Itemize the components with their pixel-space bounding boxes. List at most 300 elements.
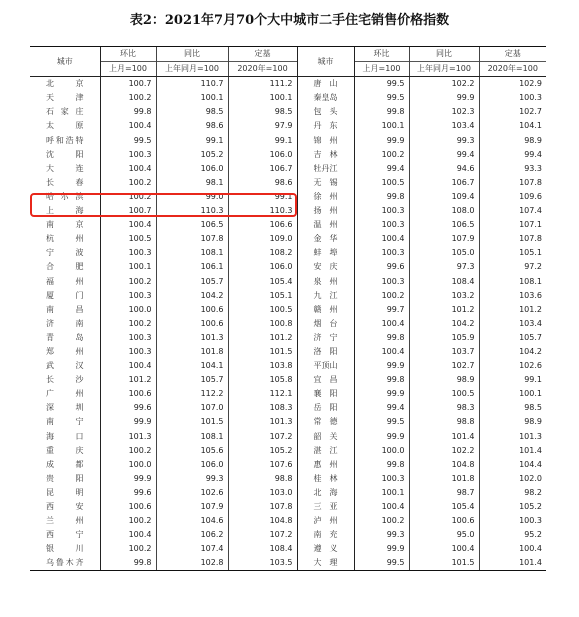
yoy-left-cell: 105.6: [156, 444, 228, 458]
base-right-cell: 107.8: [479, 232, 546, 246]
mom-left-cell: 99.5: [100, 134, 156, 148]
yoy-right-cell: 108.4: [409, 275, 479, 289]
yoy-left-cell: 98.6: [156, 119, 228, 133]
city-right-cell: 南充: [297, 528, 354, 542]
yoy-left-cell: 107.9: [156, 500, 228, 514]
base-left-cell: 99.1: [228, 134, 297, 148]
yoy-right-cell: 107.9: [409, 232, 479, 246]
mom-left-cell: 100.4: [100, 528, 156, 542]
table-row: [30, 472, 546, 486]
city-left-cell: 广州: [46, 389, 84, 399]
table-row: [30, 430, 546, 444]
table-row: [30, 148, 546, 162]
yoy-left-cell: 100.6: [156, 317, 228, 331]
table-row: [30, 289, 546, 303]
table-row: [30, 556, 546, 571]
yoy-right-cell: 95.0: [409, 528, 479, 542]
city-right-cell: 三亚: [297, 500, 354, 514]
table-title: 表2：2021年7月70个大中城市二手住宅销售价格指数: [129, 13, 450, 28]
city-right-cell: 洛阳: [297, 345, 354, 359]
city-left-cell: 呼和浩特: [46, 135, 84, 145]
header-base-sub-2: 2020年=100: [479, 62, 546, 77]
base-left-cell: 106.6: [228, 218, 297, 232]
city-right-cell: 惠州: [297, 458, 354, 472]
yoy-left-cell: 107.4: [156, 542, 228, 556]
mom-right-cell: 99.4: [354, 162, 409, 176]
base-left-cell: 104.8: [228, 514, 297, 528]
city-left-cell: 深圳: [46, 403, 84, 413]
city-left-cell: 贵阳: [46, 473, 84, 483]
city-left-cell: 厦门: [46, 290, 84, 300]
yoy-left-cell: 106.1: [156, 260, 228, 274]
city-right-cell: 湛江: [297, 444, 354, 458]
mom-left-cell: 100.0: [100, 303, 156, 317]
yoy-left-cell: 110.7: [156, 77, 228, 92]
mom-right-cell: 99.8: [354, 458, 409, 472]
city-right-cell: 丹东: [297, 119, 354, 133]
yoy-left-cell: 106.2: [156, 528, 228, 542]
mom-left-cell: 100.6: [100, 500, 156, 514]
yoy-left-cell: 104.1: [156, 359, 228, 373]
mom-left-cell: 100.4: [100, 119, 156, 133]
mom-right-cell: 99.3: [354, 528, 409, 542]
mom-left-cell: 101.3: [100, 430, 156, 444]
city-right-cell: 无锡: [297, 176, 354, 190]
base-right-cell: 95.2: [479, 528, 546, 542]
base-right-cell: 101.4: [479, 556, 546, 571]
mom-left-cell: 100.1: [100, 260, 156, 274]
yoy-right-cell: 103.7: [409, 345, 479, 359]
yoy-left-cell: 98.5: [156, 105, 228, 119]
city-right-cell: 遵义: [297, 542, 354, 556]
base-left-cell: 98.6: [228, 176, 297, 190]
mom-left-cell: 100.3: [100, 148, 156, 162]
yoy-left-cell: 105.7: [156, 275, 228, 289]
table-row: [30, 373, 546, 387]
yoy-left-cell: 100.1: [156, 91, 228, 105]
mom-left-cell: 99.8: [100, 105, 156, 119]
city-left-cell: 海口: [46, 431, 84, 441]
mom-right-cell: 99.5: [354, 556, 409, 571]
mom-left-cell: 100.6: [100, 387, 156, 401]
mom-left-cell: 100.3: [100, 345, 156, 359]
yoy-left-cell: 106.0: [156, 162, 228, 176]
yoy-right-cell: 100.5: [409, 387, 479, 401]
table-row: [30, 542, 546, 556]
table-row: [30, 317, 546, 331]
header-base-2: 定基: [479, 47, 546, 62]
base-right-cell: 101.4: [479, 444, 546, 458]
city-right-cell: 赣州: [297, 303, 354, 317]
mom-left-cell: 100.2: [100, 444, 156, 458]
mom-left-cell: 100.4: [100, 359, 156, 373]
yoy-right-cell: 104.8: [409, 458, 479, 472]
table-row: [30, 514, 546, 528]
base-right-cell: 100.3: [479, 514, 546, 528]
table-row: [30, 303, 546, 317]
mom-right-cell: 100.3: [354, 275, 409, 289]
city-right-cell: 蚌埠: [297, 246, 354, 260]
city-left-cell: 武汉: [46, 361, 84, 371]
base-left-cell: 103.0: [228, 486, 297, 500]
mom-left-cell: 100.5: [100, 232, 156, 246]
base-left-cell: 106.0: [228, 260, 297, 274]
table-row: [30, 119, 546, 133]
city-left-cell: 太原: [46, 121, 84, 131]
header-mom-2: 环比: [354, 47, 409, 62]
yoy-right-cell: 97.3: [409, 260, 479, 274]
mom-right-cell: 99.7: [354, 303, 409, 317]
mom-left-cell: 100.7: [100, 204, 156, 218]
header-yoy-sub-2: 上年同月=100: [409, 62, 479, 77]
base-left-cell: 100.8: [228, 317, 297, 331]
base-left-cell: 108.2: [228, 246, 297, 260]
yoy-right-cell: 98.7: [409, 486, 479, 500]
mom-left-cell: 100.2: [100, 190, 156, 204]
base-right-cell: 107.4: [479, 204, 546, 218]
city-left-cell: 南京: [46, 220, 84, 230]
city-left-cell: 福州: [46, 276, 84, 286]
mom-right-cell: 99.8: [354, 190, 409, 204]
yoy-right-cell: 104.2: [409, 317, 479, 331]
mom-right-cell: 100.5: [354, 176, 409, 190]
city-right-cell: 徐州: [297, 190, 354, 204]
city-left-cell: 天津: [46, 93, 84, 103]
base-left-cell: 106.7: [228, 162, 297, 176]
mom-left-cell: 99.8: [100, 556, 156, 571]
base-left-cell: 108.4: [228, 542, 297, 556]
yoy-right-cell: 102.7: [409, 359, 479, 373]
city-right-cell: 北海: [297, 486, 354, 500]
base-left-cell: 107.2: [228, 528, 297, 542]
city-left-cell: 昆明: [46, 487, 84, 497]
base-left-cell: 106.0: [228, 148, 297, 162]
city-left-cell: 北京: [46, 79, 84, 89]
mom-left-cell: 100.2: [100, 275, 156, 289]
header-yoy-2: 同比: [409, 47, 479, 62]
header-city-2: 城市: [297, 47, 354, 77]
yoy-right-cell: 98.9: [409, 373, 479, 387]
header-mom: 环比: [100, 47, 156, 62]
city-left-cell: 宁波: [46, 248, 84, 258]
mom-right-cell: 100.3: [354, 218, 409, 232]
yoy-left-cell: 107.8: [156, 232, 228, 246]
base-left-cell: 103.8: [228, 359, 297, 373]
city-right-cell: 襄阳: [297, 387, 354, 401]
yoy-right-cell: 94.6: [409, 162, 479, 176]
base-right-cell: 104.4: [479, 458, 546, 472]
mom-right-cell: 100.1: [354, 486, 409, 500]
yoy-right-cell: 98.8: [409, 415, 479, 429]
city-right-cell: 唐山: [297, 77, 354, 92]
yoy-right-cell: 99.3: [409, 134, 479, 148]
mom-left-cell: 100.2: [100, 176, 156, 190]
table-row: [30, 331, 546, 345]
mom-left-cell: 101.2: [100, 373, 156, 387]
table-row: [30, 500, 546, 514]
yoy-left-cell: 104.6: [156, 514, 228, 528]
city-right-cell: 泉州: [297, 275, 354, 289]
table-row: [30, 458, 546, 472]
base-right-cell: 103.6: [479, 289, 546, 303]
base-left-cell: 99.1: [228, 190, 297, 204]
base-left-cell: 98.5: [228, 105, 297, 119]
base-left-cell: 103.5: [228, 556, 297, 571]
mom-left-cell: 100.2: [100, 317, 156, 331]
mom-right-cell: 99.9: [354, 359, 409, 373]
mom-right-cell: 99.8: [354, 331, 409, 345]
base-right-cell: 108.1: [479, 275, 546, 289]
mom-left-cell: 100.4: [100, 218, 156, 232]
yoy-left-cell: 105.2: [156, 148, 228, 162]
yoy-right-cell: 109.4: [409, 190, 479, 204]
yoy-left-cell: 106.5: [156, 218, 228, 232]
mom-right-cell: 100.4: [354, 317, 409, 331]
city-left-cell: 哈尔滨: [46, 191, 84, 201]
city-right-cell: 包头: [297, 105, 354, 119]
table-row: [30, 275, 546, 289]
mom-left-cell: 100.0: [100, 458, 156, 472]
yoy-right-cell: 108.0: [409, 204, 479, 218]
mom-right-cell: 99.9: [354, 387, 409, 401]
table-row: [30, 387, 546, 401]
base-right-cell: 100.1: [479, 387, 546, 401]
yoy-right-cell: 101.8: [409, 472, 479, 486]
base-left-cell: 111.2: [228, 77, 297, 92]
yoy-right-cell: 100.4: [409, 542, 479, 556]
header-city: 城市: [30, 47, 100, 77]
yoy-right-cell: 105.4: [409, 500, 479, 514]
city-left-cell: 西宁: [46, 530, 84, 540]
yoy-left-cell: 100.6: [156, 303, 228, 317]
base-right-cell: 101.3: [479, 430, 546, 444]
yoy-left-cell: 106.0: [156, 458, 228, 472]
table-row: [30, 359, 546, 373]
table-row: [30, 528, 546, 542]
yoy-right-cell: 99.9: [409, 91, 479, 105]
base-left-cell: 100.1: [228, 91, 297, 105]
base-right-cell: 102.6: [479, 359, 546, 373]
city-right-cell: 锦州: [297, 134, 354, 148]
base-right-cell: 98.2: [479, 486, 546, 500]
yoy-right-cell: 101.4: [409, 430, 479, 444]
city-left-cell: 石家庄: [46, 107, 84, 117]
yoy-left-cell: 108.1: [156, 430, 228, 444]
mom-right-cell: 100.2: [354, 289, 409, 303]
table-row: [30, 345, 546, 359]
yoy-right-cell: 103.4: [409, 119, 479, 133]
mom-right-cell: 100.3: [354, 246, 409, 260]
base-left-cell: 105.4: [228, 275, 297, 289]
base-right-cell: 98.9: [479, 134, 546, 148]
city-left-cell: 重庆: [46, 445, 84, 455]
base-right-cell: 105.1: [479, 246, 546, 260]
mom-left-cell: 99.6: [100, 486, 156, 500]
price-index-table: [30, 46, 546, 571]
table-row: [30, 260, 546, 274]
mom-left-cell: 100.3: [100, 246, 156, 260]
mom-right-cell: 100.4: [354, 500, 409, 514]
city-left-cell: 长春: [46, 177, 84, 187]
mom-left-cell: 99.9: [100, 415, 156, 429]
base-right-cell: 93.3: [479, 162, 546, 176]
yoy-left-cell: 99.3: [156, 472, 228, 486]
base-right-cell: 98.9: [479, 415, 546, 429]
yoy-right-cell: 106.5: [409, 218, 479, 232]
base-left-cell: 107.2: [228, 430, 297, 444]
city-right-cell: 安庆: [297, 260, 354, 274]
base-left-cell: 101.2: [228, 331, 297, 345]
city-right-cell: 平顶山: [297, 359, 354, 373]
yoy-left-cell: 102.8: [156, 556, 228, 571]
city-right-cell: 秦皇岛: [297, 91, 354, 105]
base-left-cell: 97.9: [228, 119, 297, 133]
city-right-cell: 九江: [297, 289, 354, 303]
base-left-cell: 105.8: [228, 373, 297, 387]
header-mom-sub-2: 上月=100: [354, 62, 409, 77]
base-right-cell: 98.5: [479, 401, 546, 415]
yoy-left-cell: 99.0: [156, 190, 228, 204]
yoy-left-cell: 107.0: [156, 401, 228, 415]
city-right-cell: 大理: [297, 556, 354, 571]
base-right-cell: 100.3: [479, 91, 546, 105]
yoy-right-cell: 100.6: [409, 514, 479, 528]
yoy-right-cell: 98.3: [409, 401, 479, 415]
mom-right-cell: 100.2: [354, 148, 409, 162]
base-left-cell: 108.3: [228, 401, 297, 415]
base-right-cell: 109.6: [479, 190, 546, 204]
base-right-cell: 99.4: [479, 148, 546, 162]
yoy-right-cell: 102.3: [409, 105, 479, 119]
mom-right-cell: 99.9: [354, 430, 409, 444]
yoy-right-cell: 102.2: [409, 444, 479, 458]
city-left-cell: 乌鲁木齐: [30, 556, 100, 571]
base-right-cell: 107.8: [479, 176, 546, 190]
mom-left-cell: 100.3: [100, 289, 156, 303]
mom-left-cell: 100.2: [100, 514, 156, 528]
city-right-cell: 泸州: [297, 514, 354, 528]
base-left-cell: 109.0: [228, 232, 297, 246]
base-right-cell: 103.4: [479, 317, 546, 331]
city-left-cell: 成都: [46, 459, 84, 469]
header-mom-sub: 上月=100: [100, 62, 156, 77]
yoy-right-cell: 103.2: [409, 289, 479, 303]
header-base-sub: 2020年=100: [228, 62, 297, 77]
city-right-cell: 韶关: [297, 430, 354, 444]
mom-right-cell: 99.6: [354, 260, 409, 274]
mom-left-cell: 100.7: [100, 77, 156, 92]
yoy-left-cell: 105.7: [156, 373, 228, 387]
mom-right-cell: 100.1: [354, 119, 409, 133]
yoy-left-cell: 104.2: [156, 289, 228, 303]
table-row: [30, 91, 546, 105]
city-right-cell: 温州: [297, 218, 354, 232]
city-left-cell: 合肥: [46, 262, 84, 272]
table-row: [30, 176, 546, 190]
base-left-cell: 101.3: [228, 415, 297, 429]
base-right-cell: 107.1: [479, 218, 546, 232]
table-row: [30, 246, 546, 260]
yoy-left-cell: 101.3: [156, 331, 228, 345]
table-row: [30, 401, 546, 415]
table-row: [30, 218, 546, 232]
city-left-cell: 上海: [46, 206, 84, 216]
yoy-left-cell: 99.1: [156, 134, 228, 148]
yoy-left-cell: 101.5: [156, 415, 228, 429]
city-right-cell: 桂林: [297, 472, 354, 486]
mom-right-cell: 99.9: [354, 134, 409, 148]
base-right-cell: 101.2: [479, 303, 546, 317]
base-left-cell: 98.8: [228, 472, 297, 486]
city-right-cell: 吉林: [297, 148, 354, 162]
table-row: [30, 486, 546, 500]
base-left-cell: 107.8: [228, 500, 297, 514]
mom-right-cell: 99.9: [354, 542, 409, 556]
mom-left-cell: 100.4: [100, 162, 156, 176]
city-left-cell: 南昌: [46, 304, 84, 314]
base-right-cell: 99.1: [479, 373, 546, 387]
mom-right-cell: 100.3: [354, 472, 409, 486]
mom-left-cell: 100.2: [100, 542, 156, 556]
base-right-cell: 102.9: [479, 77, 546, 92]
header-yoy-sub: 上年同月=100: [156, 62, 228, 77]
mom-right-cell: 100.2: [354, 514, 409, 528]
base-right-cell: 102.0: [479, 472, 546, 486]
mom-right-cell: 100.3: [354, 204, 409, 218]
base-right-cell: 100.4: [479, 542, 546, 556]
base-left-cell: 105.1: [228, 289, 297, 303]
mom-right-cell: 99.5: [354, 91, 409, 105]
city-right-cell: 宜昌: [297, 373, 354, 387]
mom-right-cell: 99.4: [354, 401, 409, 415]
city-right-cell: 扬州: [297, 204, 354, 218]
table-row: [30, 232, 546, 246]
mom-right-cell: 100.4: [354, 345, 409, 359]
mom-left-cell: 100.2: [100, 91, 156, 105]
city-left-cell: 杭州: [46, 234, 84, 244]
mom-right-cell: 100.0: [354, 444, 409, 458]
base-left-cell: 112.1: [228, 387, 297, 401]
city-left-cell: 大连: [46, 163, 84, 173]
yoy-right-cell: 105.0: [409, 246, 479, 260]
yoy-left-cell: 102.6: [156, 486, 228, 500]
table-row: [30, 162, 546, 176]
table-row: [30, 77, 546, 92]
mom-right-cell: 99.5: [354, 415, 409, 429]
yoy-left-cell: 108.1: [156, 246, 228, 260]
city-left-cell: 南宁: [46, 417, 84, 427]
yoy-left-cell: 98.1: [156, 176, 228, 190]
highlight-box: [30, 193, 297, 217]
base-left-cell: 101.5: [228, 345, 297, 359]
yoy-right-cell: 102.2: [409, 77, 479, 92]
table-row: [30, 444, 546, 458]
table-row: [30, 134, 546, 148]
city-left-cell: 沈阳: [46, 149, 84, 159]
yoy-left-cell: 112.2: [156, 387, 228, 401]
mom-right-cell: 99.5: [354, 77, 409, 92]
base-left-cell: 110.3: [228, 204, 297, 218]
city-right-cell: 济宁: [297, 331, 354, 345]
base-right-cell: 105.2: [479, 500, 546, 514]
base-right-cell: 97.2: [479, 260, 546, 274]
yoy-right-cell: 99.4: [409, 148, 479, 162]
yoy-right-cell: 106.7: [409, 176, 479, 190]
yoy-right-cell: 105.9: [409, 331, 479, 345]
city-left-cell: 济南: [46, 318, 84, 328]
table-body: [30, 77, 546, 571]
mom-left-cell: 100.3: [100, 331, 156, 345]
